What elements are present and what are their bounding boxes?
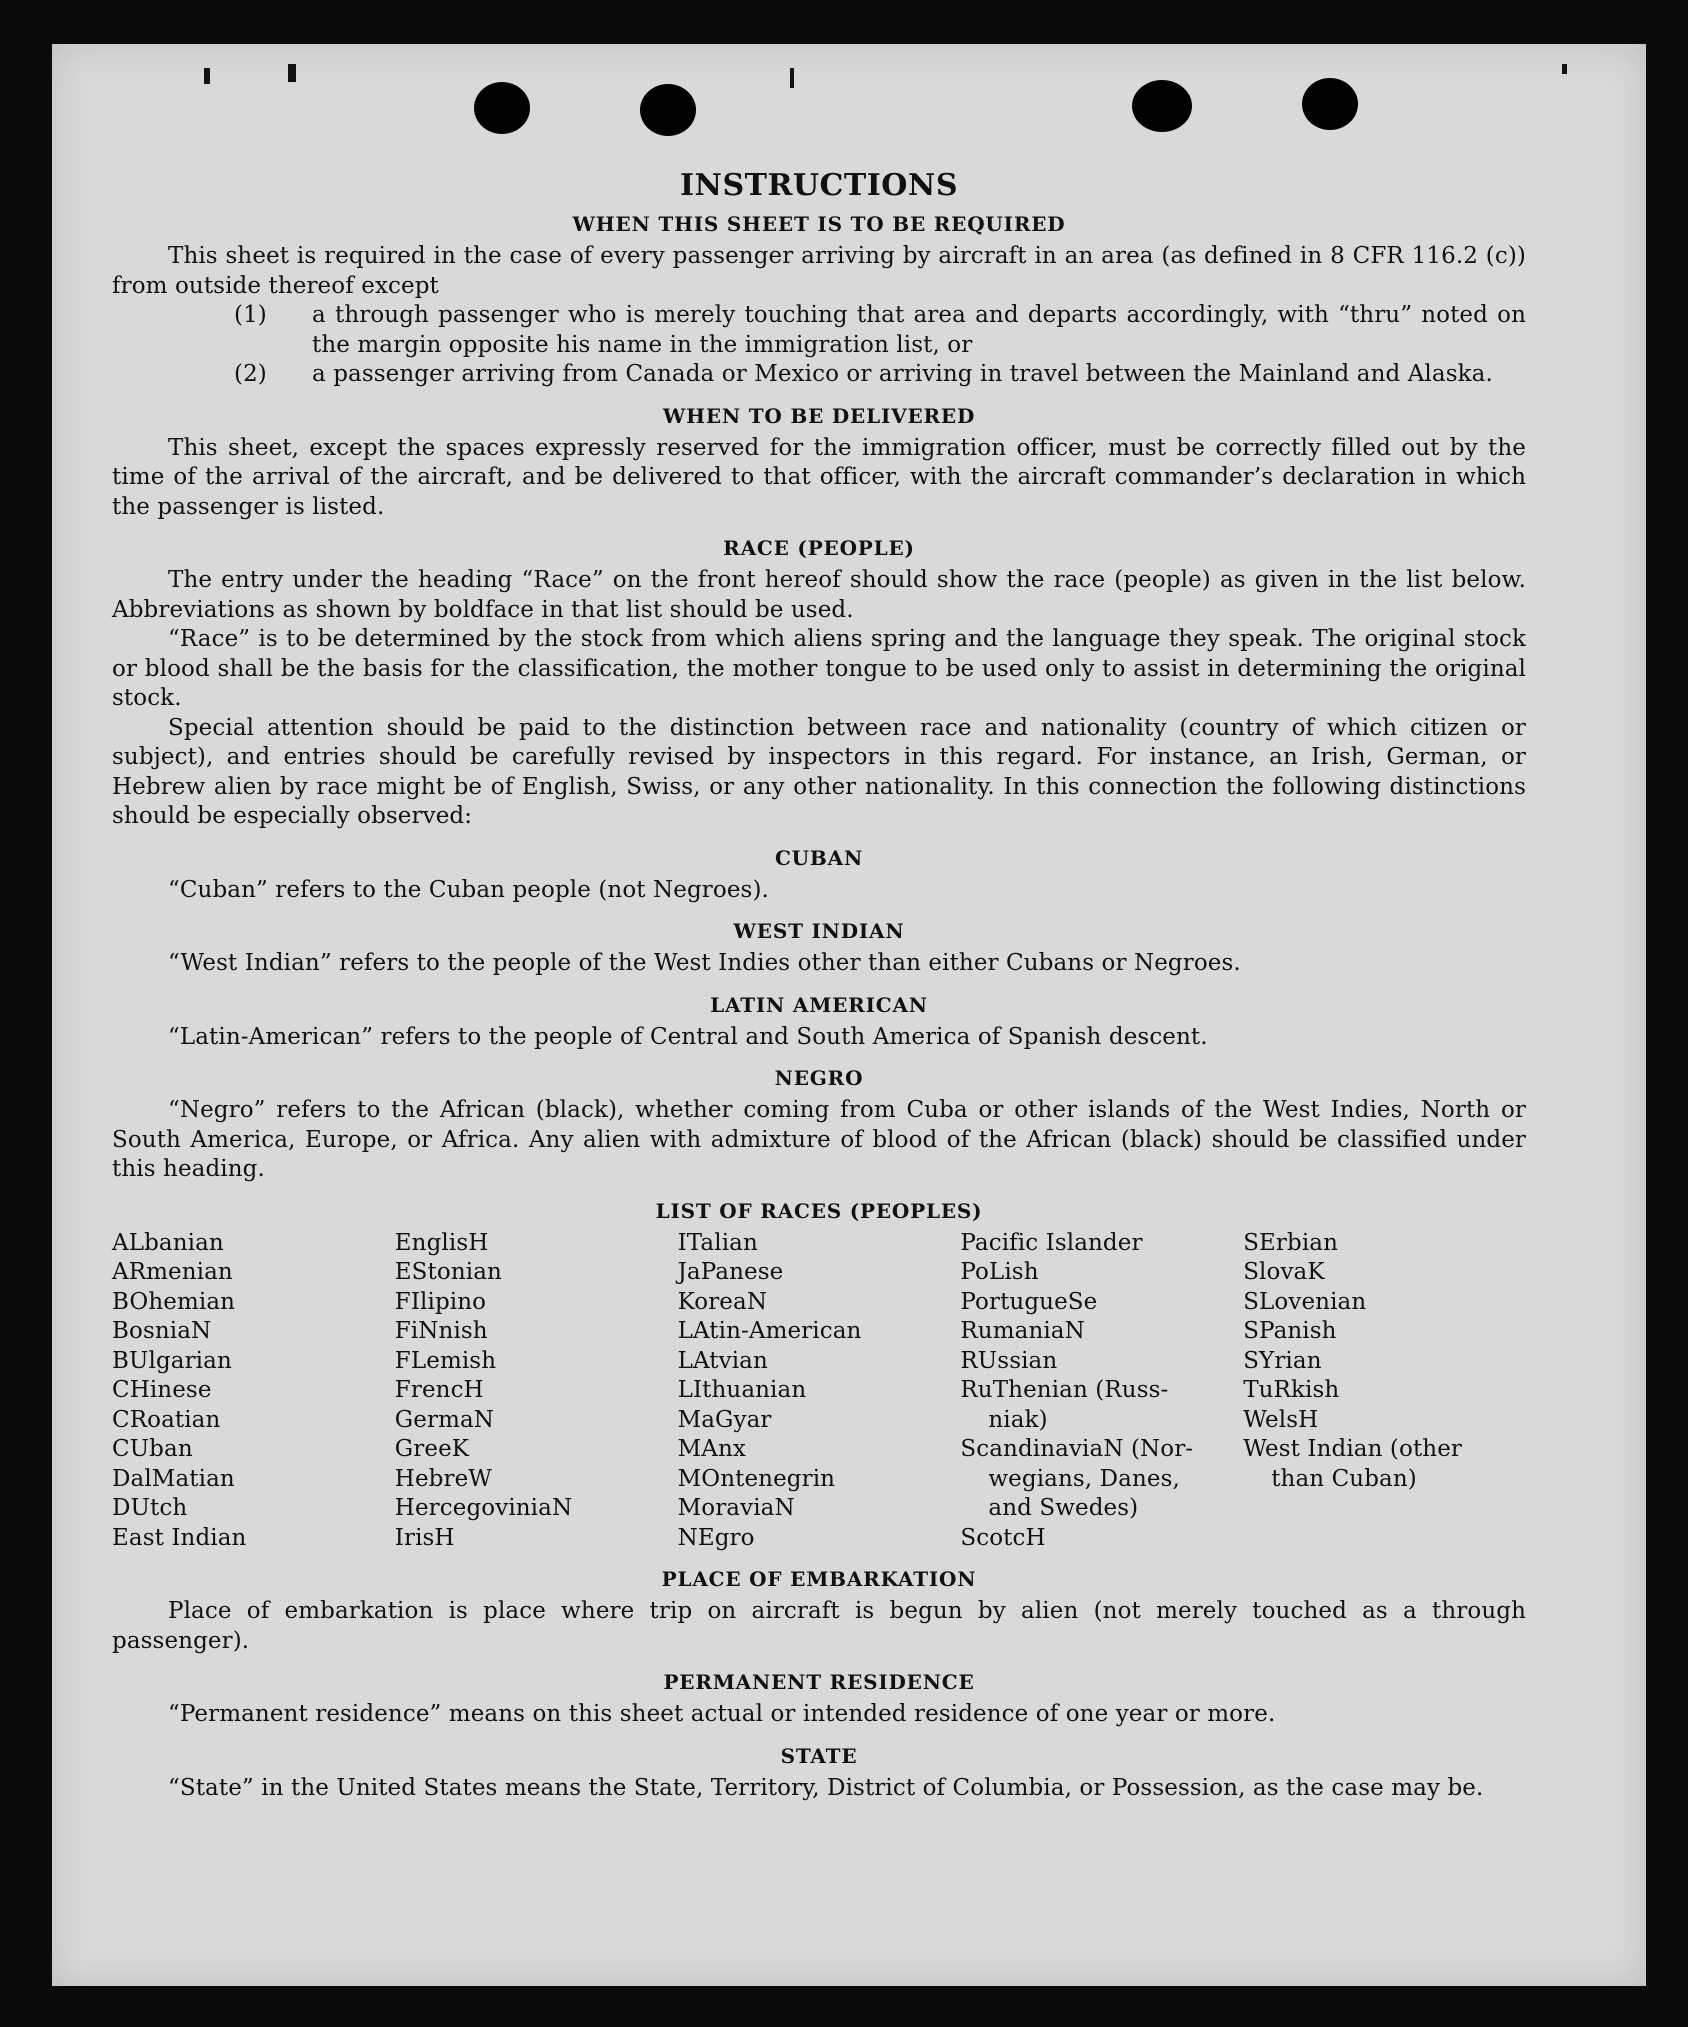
race-list-item: PortugueSe <box>960 1288 1098 1315</box>
section-heading-latin-american: LATIN AMERICAN <box>710 992 928 1017</box>
race-list-item: RuThenian (Russ- <box>960 1377 1169 1403</box>
required-intro: This sheet is required in the case of every passenger arriving by aircraft in an area (as defined in 8 CFR 116.2 (c)) from outside thereof except <box>112 243 1526 299</box>
race-list-item: HebreW <box>394 1465 493 1492</box>
race-column-3 <box>678 1229 961 1554</box>
punch-hole-4 <box>1302 78 1358 130</box>
race-list-item: than Cuban) <box>1271 1465 1417 1492</box>
race-paragraph-3: Special attention should be paid to the distinction between race and nationality (country of which citizen or subject), and entries should be carefully revised by inspectors in this regard. For instance, an Irish, German, or Hebrew alien by race might be of English, Swiss, or any other nationality. In this connection the following distinctions should be especially observed: <box>112 714 1526 829</box>
race-list-item: GermaN <box>394 1406 495 1433</box>
section-heading-required: WHEN THIS SHEET IS TO BE REQUIRED <box>572 212 1066 236</box>
negro-text: “Negro” refers to the African (black), whether coming from Cuba or other islands of the West Indies, North or South America, Europe, or Africa. Any alien with admixture of blood of the African (black) should be classified under this heading. <box>112 1097 1526 1182</box>
race-list-item: PoLish <box>960 1259 1039 1285</box>
race-list-item: FrencH <box>394 1377 484 1403</box>
race-list-item: FLemish <box>394 1347 497 1374</box>
race-list-item: FIlipino <box>394 1288 487 1315</box>
race-list-item: CHinese <box>112 1377 212 1403</box>
item-text: a passenger arriving from Canada or Mexico or arriving in travel between the Mainland and Alaska. <box>312 361 1493 387</box>
scan-mark <box>204 68 210 84</box>
race-list-item: wegians, Danes, <box>988 1465 1180 1492</box>
race-list-item: Pacific Islander <box>960 1229 1143 1256</box>
section-heading-list-of-races: LIST OF RACES (PEOPLES) <box>655 1198 983 1223</box>
race-list-item: ScotcH <box>960 1524 1046 1551</box>
race-list-item: TuRkish <box>1243 1377 1340 1403</box>
cuban-text: “Cuban” refers to the Cuban people (not Negroes). <box>168 876 769 903</box>
section-heading-cuban: CUBAN <box>774 845 864 870</box>
section-heading-negro: NEGRO <box>774 1066 864 1090</box>
race-list-item: IrisH <box>394 1524 455 1551</box>
document-page <box>52 44 1646 1986</box>
race-list-item: LIthuanian <box>677 1377 807 1403</box>
scan-mark <box>790 68 794 88</box>
race-list-item: ScandinaviaN (Nor- <box>960 1436 1194 1462</box>
item-number: (1) <box>234 302 267 328</box>
item-text: a through passenger who is merely touching that area and departs accordingly, with “thru” noted on the margin opposite his name in the immigration list, or <box>312 302 1526 358</box>
race-list-item: ARmenian <box>112 1259 233 1285</box>
embarkation-text: Place of embarkation is place where trip on aircraft is begun by alien (not merely touched as a through passenger). <box>112 1598 1526 1654</box>
delivered-text: This sheet, except the spaces expressly reserved for the immigration officer, must be correctly filled out by the time of the arrival of the aircraft, and be delivered to that officer, with the aircraft commander’s declaration in which the passenger is listed. <box>112 434 1526 520</box>
race-list-item: BUlgarian <box>112 1347 232 1374</box>
race-list-item: BOhemian <box>112 1288 236 1315</box>
west-indian-text: “West Indian” refers to the people of the West Indies other than either Cubans or Negroes. <box>168 950 1241 976</box>
item-number: (2) <box>234 361 267 387</box>
section-heading-race: RACE (PEOPLE) <box>723 536 915 560</box>
race-list-item: MoraviaN <box>677 1495 795 1521</box>
race-list-item: NEgro <box>677 1524 755 1551</box>
race-list-item: MAnx <box>677 1436 746 1462</box>
race-list-item: and Swedes) <box>988 1495 1139 1521</box>
race-column-5 <box>1243 1229 1526 1554</box>
race-list-item: SLovenian <box>1243 1288 1367 1315</box>
race-list-item: BosniaN <box>112 1318 212 1344</box>
latin-american-text: “Latin-American” refers to the people of Central and South America of Spanish descent. <box>168 1023 1208 1050</box>
race-list-item: ITalian <box>677 1229 758 1256</box>
section-heading-embarkation: PLACE OF EMBARKATION <box>661 1567 977 1591</box>
race-list-item: DalMatian <box>112 1465 235 1492</box>
race-list-item: MaGyar <box>677 1406 772 1433</box>
residence-text: “Permanent residence” means on this sheet actual or intended residence of one year or more. <box>168 1701 1276 1727</box>
race-list-item: EStonian <box>394 1259 502 1285</box>
race-list-item: FiNnish <box>394 1318 488 1344</box>
race-list-item: niak) <box>988 1406 1048 1433</box>
required-item-2 <box>112 360 1526 390</box>
race-list-item: KoreaN <box>677 1288 768 1315</box>
page-title: INSTRUCTIONS <box>680 168 958 203</box>
section-heading-state: STATE <box>780 1743 858 1768</box>
instructions-content <box>112 164 1526 1803</box>
race-list-item: CRoatian <box>112 1406 221 1433</box>
race-list-item: WelsH <box>1243 1406 1319 1433</box>
race-list-item: LAtin-American <box>677 1318 862 1344</box>
race-list-item: JaPanese <box>677 1259 784 1285</box>
race-list-item: SErbian <box>1243 1229 1339 1256</box>
scan-mark <box>1562 64 1567 74</box>
race-list-item: DUtch <box>112 1495 188 1521</box>
race-list-item: SlovaK <box>1243 1259 1325 1285</box>
section-heading-delivered: WHEN TO BE DELIVERED <box>662 403 976 428</box>
race-list-item: West Indian (other <box>1243 1436 1463 1462</box>
race-list-item: SPanish <box>1243 1318 1337 1344</box>
required-item-1 <box>112 301 1526 360</box>
state-text: “State” in the United States means the State, Territory, District of Columbia, or Possession, as the case may be. <box>168 1774 1484 1801</box>
race-paragraph-2: “Race” is to be determined by the stock from which aliens spring and the language they speak. The original stock or blood shall be the basis for the classification, the mother tongue to be used only to assist in determining the original stock. <box>112 626 1526 711</box>
race-column-2 <box>395 1229 678 1554</box>
race-column-4 <box>960 1229 1243 1554</box>
section-heading-residence: PERMANENT RESIDENCE <box>663 1670 975 1694</box>
race-paragraph-1: The entry under the heading “Race” on the front hereof should show the race (people) as given in the list below. Abbreviations as shown by boldface in that list should be used. <box>112 567 1526 623</box>
race-list-item: SYrian <box>1243 1347 1322 1374</box>
punch-hole-1 <box>474 82 530 134</box>
race-list-item: East Indian <box>112 1524 247 1551</box>
race-list-item: HercegoviniaN <box>394 1495 573 1521</box>
race-list-item: LAtvian <box>677 1347 768 1374</box>
race-list-item: GreeK <box>394 1436 470 1462</box>
punch-hole-3 <box>1132 80 1192 132</box>
race-list <box>112 1229 1526 1554</box>
scan-mark <box>288 64 296 82</box>
race-list-item: RUssian <box>960 1347 1058 1374</box>
race-column-1 <box>112 1229 395 1554</box>
race-list-item: CUban <box>112 1436 193 1462</box>
race-list-item: EnglisH <box>394 1229 489 1256</box>
punch-hole-2 <box>640 84 696 136</box>
race-list-item: MOntenegrin <box>677 1465 836 1492</box>
race-list-item: ALbanian <box>112 1229 224 1256</box>
section-heading-west-indian: WEST INDIAN <box>733 919 905 943</box>
race-list-item: RumaniaN <box>960 1318 1085 1344</box>
